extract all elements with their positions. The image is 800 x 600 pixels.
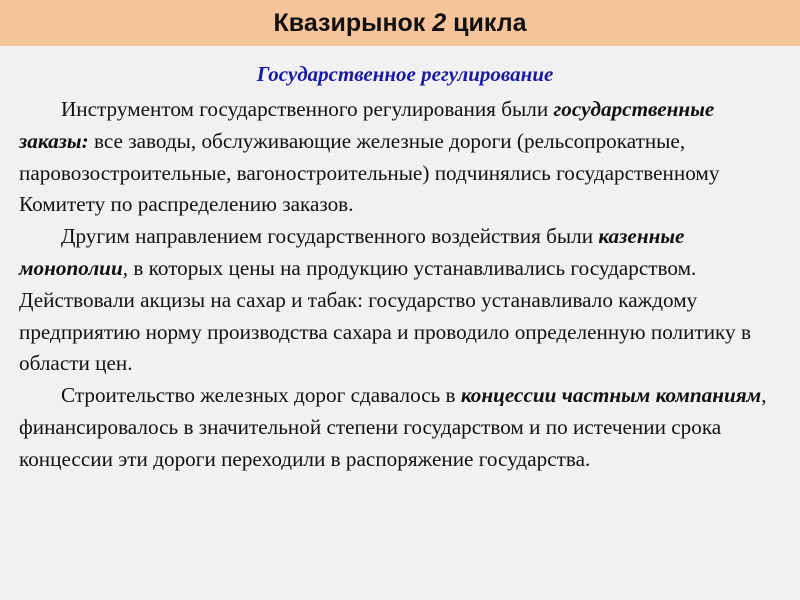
slide-body xyxy=(19,94,779,476)
title-number: 2 xyxy=(432,8,447,37)
paragraph-state-orders xyxy=(19,94,779,221)
paragraph-text: Строительство железных дорог сдавалось в xyxy=(61,383,461,408)
title-prefix: Квазирынок xyxy=(273,8,433,37)
paragraph-text: , в которых цены на продукцию устанавливались государством. Действовали акцизы на сахар и табак: государство устанавливало каждому предприятию норму производства сахара и проводило определенную политику в области цен. xyxy=(19,255,751,376)
paragraph-monopolies xyxy=(19,221,779,380)
paragraph-text: Инструментом государственного регулирования были xyxy=(61,97,554,121)
title-bar xyxy=(0,0,800,46)
paragraph-text: все заводы, обслуживающие железные дороги (рельсопрокатные, паровозостроительные, вагоностроительные) подчинялись государственному Комитету по распределению заказов. xyxy=(19,128,720,217)
term-state-monopolies: казенные монополии xyxy=(19,224,685,280)
paragraph-text: , финансировалось в значительной степени государством и по истечении срока концессии эти дороги переходили в распоряжение государства. xyxy=(19,383,767,471)
slide-title xyxy=(274,9,527,38)
term-concessions: концессии частным компаниям xyxy=(460,383,762,408)
paragraph-text: Другим направлением государственного воздействия были xyxy=(61,224,599,249)
term-state-orders: государственные заказы: xyxy=(19,97,715,153)
paragraph-concessions xyxy=(19,380,779,475)
slide-subtitle: Государственное регулирование xyxy=(256,62,554,86)
title-suffix: цикла xyxy=(446,8,527,37)
